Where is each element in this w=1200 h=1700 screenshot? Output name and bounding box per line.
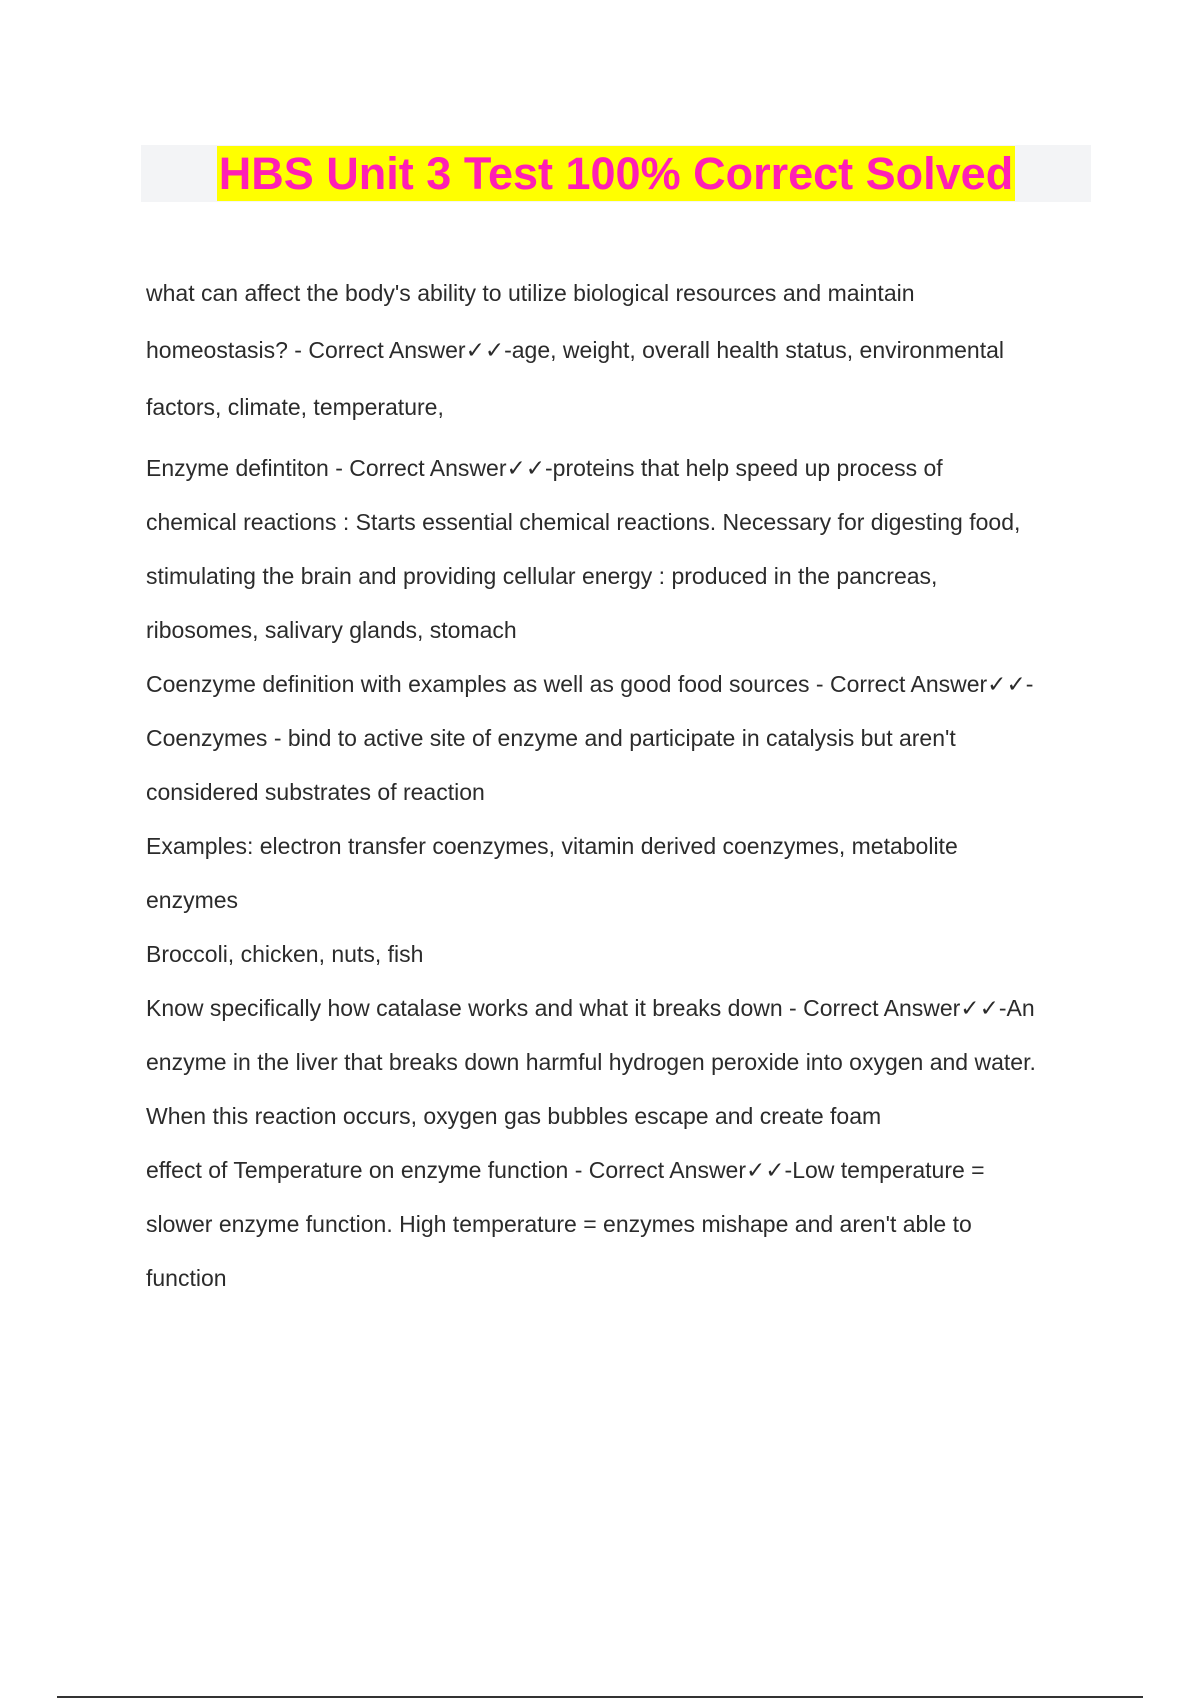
title-band	[141, 145, 1091, 202]
document-title: HBS Unit 3 Test 100% Correct Solved	[218, 148, 1014, 199]
qa-entry-enzyme-definition: Enzyme defintiton - Correct Answer✓✓-proteins that help speed up process of chemical reactions : Starts essential chemical reactions. Necessary for digesting food, stimulating the brain and providing cellular energy : produced in the pancreas, ribosomes, salivary glands, stomach	[146, 455, 1021, 643]
qa-entry-homeostasis: what can affect the body's ability to utilize biological resources and maintain homeostasis? - Correct Answer✓✓-age, weight, overall health status, environmental factors, climate, temperature,	[146, 280, 1004, 420]
footer-divider	[57, 1696, 1143, 1698]
document-body	[146, 265, 1096, 1305]
qa-entry-catalase: Know specifically how catalase works and what it breaks down - Correct Answer✓✓-An enzyme in the liver that breaks down harmful hydrogen peroxide into oxygen and water. When this reaction occurs, oxygen gas bubbles escape and create foam	[146, 995, 1036, 1129]
qa-entry-coenzyme-definition: Coenzyme definition with examples as well as good food sources - Correct Answer✓✓- Coenzymes - bind to active site of enzyme and participate in catalysis but aren't considered substrates of reaction Examples: electron transfer coenzymes, vitamin derived coenzymes, metabolite enzymes Broccoli, chicken, nuts, fish	[146, 671, 1034, 967]
qa-entry-temperature: effect of Temperature on enzyme function - Correct Answer✓✓-Low temperature = slower enzyme function. High temperature = enzymes mishape and aren't able to function	[146, 1157, 985, 1291]
